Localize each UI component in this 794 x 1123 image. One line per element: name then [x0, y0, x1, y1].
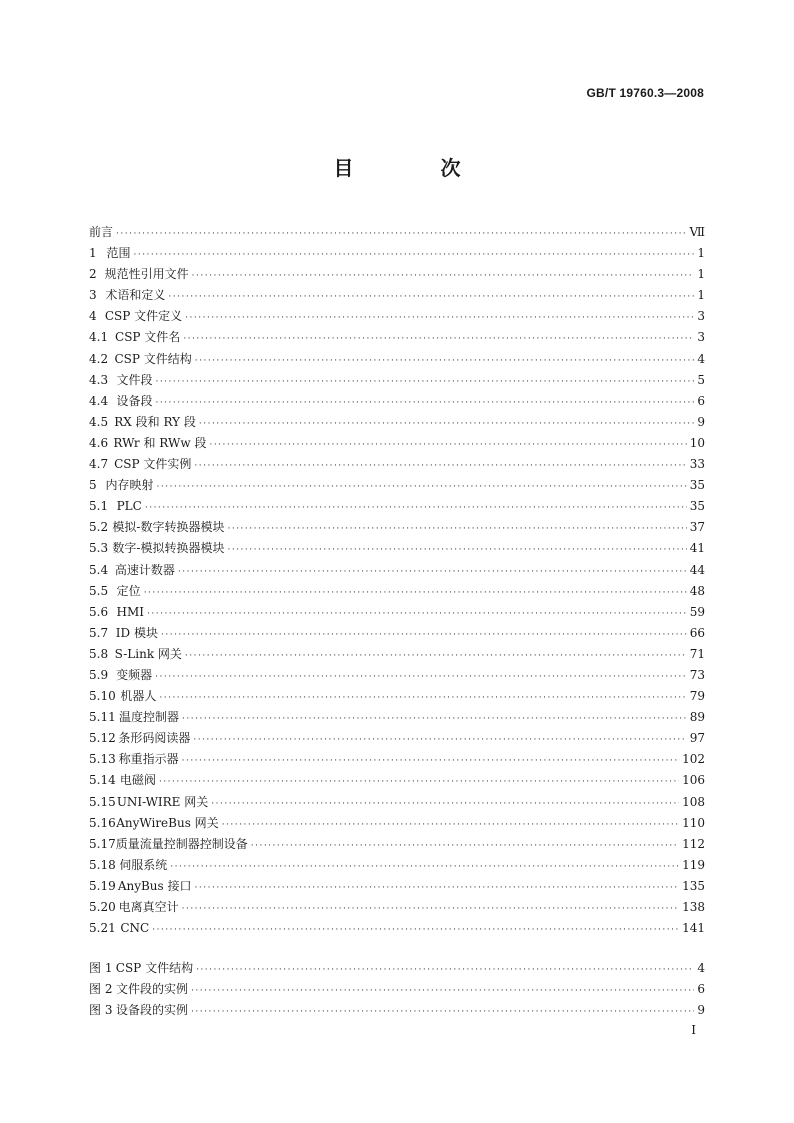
dot-leader	[182, 751, 680, 772]
toc-entry-page: 73	[689, 667, 705, 682]
dot-leader	[183, 329, 694, 350]
toc-entry-page: 4	[697, 961, 705, 975]
toc-entry-number: 5.14	[89, 773, 116, 788]
toc-entry-number: 图 3	[89, 1003, 113, 1018]
toc-entry-title: CSP 文件结构	[114, 351, 192, 366]
dot-leader	[192, 266, 694, 287]
toc-entry-page: 110	[682, 815, 705, 830]
dot-leader	[196, 960, 694, 981]
dot-leader	[195, 351, 694, 372]
dot-leader	[168, 287, 694, 308]
dot-leader	[161, 625, 687, 646]
toc-entry-title: CSP 文件名	[115, 330, 181, 345]
toc-entry[interactable]	[89, 306, 705, 327]
toc-entry-number: 5.15	[89, 794, 116, 809]
toc-entry[interactable]	[89, 475, 705, 496]
toc-entry-page: 10	[689, 435, 705, 450]
toc-entry-title: RWr 和 RWw 段	[113, 435, 207, 450]
toc-entry-title: ID 模块	[115, 625, 158, 640]
toc-entry-title: 规范性引用文件	[104, 267, 189, 282]
toc-entry-title: CNC	[120, 921, 150, 936]
toc-entry-page: 3	[697, 330, 705, 345]
toc-entry[interactable]	[89, 707, 705, 728]
toc-entry-title: S-Link 网关	[114, 646, 182, 661]
toc-entry[interactable]	[89, 749, 705, 770]
toc-entry-title: 电离真空计	[118, 900, 179, 914]
table-of-contents	[89, 222, 705, 939]
toc-entry-page: 35	[689, 499, 705, 514]
toc-entry-page: 35	[689, 478, 705, 493]
toc-entry[interactable]	[89, 349, 705, 370]
dot-leader	[178, 562, 687, 583]
toc-entry-page: 5	[697, 372, 705, 387]
dot-leader	[152, 920, 679, 941]
dot-leader	[191, 981, 694, 1002]
dot-leader	[209, 435, 686, 456]
dot-leader	[182, 899, 680, 920]
toc-entry-page: 48	[689, 583, 705, 598]
toc-entry-page: 59	[689, 604, 705, 619]
toc-entry[interactable]	[89, 834, 705, 855]
toc-entry-number: 5.17	[89, 836, 116, 851]
toc-entry-page: 41	[689, 541, 705, 556]
dot-leader	[227, 519, 686, 540]
dot-leader	[227, 540, 686, 561]
toc-entry-title: 范围	[106, 246, 131, 261]
toc-entry-number: 5.21	[89, 921, 116, 936]
toc-entry-title: 电磁阀	[119, 773, 156, 788]
toc-entry[interactable]	[89, 792, 705, 813]
toc-entry-page: 141	[682, 921, 705, 936]
toc-entry-title: 设备段	[116, 393, 153, 408]
toc-entry-title: 设备段的实例	[116, 1003, 189, 1018]
dot-leader	[193, 730, 686, 751]
page-number: I	[691, 1023, 696, 1037]
toc-entry-page: 33	[689, 457, 705, 472]
dot-leader	[185, 308, 694, 329]
toc-entry-page: 1	[697, 246, 705, 261]
toc-entry[interactable]	[89, 979, 705, 1000]
toc-entry[interactable]	[89, 686, 705, 707]
toc-entry-number: 5	[89, 478, 97, 493]
toc-entry[interactable]	[89, 496, 705, 517]
toc-entry[interactable]	[89, 517, 705, 538]
toc-entry-page: 4	[697, 351, 705, 366]
toc-entry-number: 1	[89, 246, 97, 261]
toc-entry[interactable]	[89, 728, 705, 749]
toc-entry-title: 文件段	[116, 372, 153, 387]
dot-leader	[170, 857, 679, 878]
toc-entry-page: 66	[689, 625, 705, 640]
toc-entry-page: 138	[682, 900, 705, 914]
toc-entry-number: 4.5	[89, 414, 109, 429]
toc-entry[interactable]	[89, 454, 705, 475]
toc-entry[interactable]	[89, 327, 705, 348]
toc-entry[interactable]	[89, 1000, 705, 1021]
toc-entry-title: UNI-WIRE 网关	[116, 794, 209, 809]
toc-entry[interactable]	[89, 770, 705, 791]
toc-entry-number: 5.19	[89, 878, 116, 893]
toc-entry-number: 5.20	[89, 900, 116, 914]
toc-entry[interactable]	[89, 855, 705, 876]
toc-entry[interactable]	[89, 412, 705, 433]
toc-entry-number: 4.1	[89, 330, 109, 345]
toc-entry-title: HMI	[116, 604, 144, 619]
dot-leader	[251, 836, 679, 857]
toc-entry-number: 图 2	[89, 982, 113, 997]
toc-entry-number: 4.6	[89, 435, 109, 450]
toc-entry-title: 伺服系统	[119, 857, 168, 872]
toc-entry-page: 6	[697, 982, 705, 997]
toc-entry-title: 称重指示器	[118, 752, 179, 767]
toc-entry[interactable]	[89, 918, 705, 939]
toc-entry-number: 3	[89, 288, 97, 303]
dot-leader	[147, 604, 687, 625]
toc-entry[interactable]	[89, 222, 705, 243]
toc-entry-number: 5.9	[89, 667, 109, 682]
toc-entry-page: 119	[682, 857, 705, 872]
toc-entry-title: 定位	[116, 583, 141, 598]
dot-leader	[159, 772, 679, 793]
toc-entry-title: 前言	[89, 225, 114, 239]
toc-entry-number: 5.3	[89, 541, 109, 556]
toc-entry-page: 102	[682, 752, 705, 767]
toc-entry[interactable]	[89, 391, 705, 412]
dot-leader	[191, 1002, 694, 1023]
toc-entry-page: 9	[697, 1003, 705, 1018]
dot-leader	[155, 667, 687, 688]
dot-leader	[222, 815, 679, 836]
toc-entry-title: RX 段和 RY 段	[114, 414, 196, 429]
toc-entry-number: 5.12	[89, 731, 116, 746]
toc-entry-number: 5.8	[89, 646, 109, 661]
toc-entry-title: CSP 文件定义	[104, 309, 183, 324]
standard-code: GB/T 19760.3—2008	[586, 86, 704, 100]
toc-entry-title: 条形码阅读器	[118, 731, 191, 746]
toc-entry-title: PLC	[116, 499, 142, 514]
toc-entry-page: 97	[689, 731, 705, 746]
toc-entry-title: AnyWireBus 网关	[116, 815, 219, 830]
toc-entry-number: 4.4	[89, 393, 109, 408]
toc-entry-page: 71	[689, 646, 705, 661]
dot-leader	[155, 393, 694, 414]
toc-entry-number: 2	[89, 267, 97, 282]
toc-entry-page: 44	[689, 562, 705, 577]
toc-entry-number: 4.7	[89, 457, 109, 472]
dot-leader	[155, 372, 694, 393]
toc-entry[interactable]	[89, 602, 705, 623]
toc-entry-title: CSP 文件实例	[114, 457, 192, 472]
toc-entry-title: 数字-模拟转换器模块	[112, 541, 225, 556]
toc-entry-number: 5.1	[89, 499, 109, 514]
toc-entry-page: 89	[689, 710, 705, 725]
toc-entry[interactable]	[89, 644, 705, 665]
toc-entry-page: 79	[689, 689, 705, 704]
toc-entry[interactable]	[89, 623, 705, 644]
toc-entry-title: 术语和定义	[105, 288, 166, 303]
toc-entry-number: 5.16	[89, 815, 116, 830]
toc-entry-number: 5.10	[89, 689, 116, 704]
toc-entry-page: 1	[697, 288, 705, 303]
toc-entry-number: 5.11	[89, 710, 116, 725]
dot-leader	[211, 794, 679, 815]
toc-entry-number: 5.6	[89, 604, 109, 619]
toc-entry[interactable]	[89, 897, 705, 918]
toc-entry-page: 106	[682, 773, 705, 788]
toc-entry[interactable]	[89, 264, 705, 285]
toc-entry[interactable]	[89, 958, 705, 979]
toc-entry-title: AnyBus 接口	[117, 878, 192, 893]
toc-entry-title: 高速计数器	[114, 562, 175, 577]
toc-entry-title: 文件段的实例	[116, 982, 189, 997]
toc-entry-number: 4	[89, 309, 97, 324]
toc-entry[interactable]	[89, 433, 705, 454]
toc-entry[interactable]	[89, 370, 705, 391]
toc-entry[interactable]	[89, 876, 705, 897]
toc-entry-title: 变频器	[116, 667, 153, 682]
toc-entry-number: 图 1	[89, 961, 113, 975]
toc-entry-page: Ⅶ	[689, 225, 705, 239]
toc-entry-page: 112	[682, 836, 705, 851]
toc-entry-number: 5.18	[89, 857, 116, 872]
toc-entry[interactable]	[89, 560, 705, 581]
page-title: 目 次	[333, 156, 501, 180]
toc-entry[interactable]	[89, 581, 705, 602]
dot-leader	[185, 646, 687, 667]
toc-entry[interactable]	[89, 538, 705, 559]
dot-leader	[199, 414, 694, 435]
dot-leader	[116, 224, 686, 245]
dot-leader	[182, 709, 687, 730]
dot-leader	[157, 477, 687, 498]
toc-entry-page: 3	[697, 309, 705, 324]
toc-entry-page: 1	[697, 267, 705, 282]
toc-entry[interactable]	[89, 665, 705, 686]
toc-entry-page: 108	[682, 794, 705, 809]
dot-leader	[133, 245, 694, 266]
dot-leader	[145, 498, 687, 519]
toc-entry-title: CSP 文件结构	[115, 961, 194, 975]
toc-entry-number: 5.7	[89, 625, 109, 640]
toc-entry-title: 温度控制器	[119, 710, 180, 725]
toc-entry-title: 质量流量控制器控制设备	[115, 836, 248, 851]
toc-entry-page: 37	[689, 520, 705, 535]
dot-leader	[194, 456, 686, 477]
toc-entry-title: 机器人	[120, 689, 157, 704]
toc-entry-title: 内存映射	[105, 478, 154, 493]
toc-entry[interactable]	[89, 813, 705, 834]
dot-leader	[144, 583, 687, 604]
toc-entry-number: 5.5	[89, 583, 109, 598]
toc-entry-page: 135	[682, 878, 705, 893]
dot-leader	[195, 878, 680, 899]
list-of-figures	[89, 958, 705, 1021]
toc-entry-page: 9	[697, 414, 705, 429]
toc-entry-number: 4.3	[89, 372, 109, 387]
dot-leader	[159, 688, 686, 709]
toc-entry-title: 模拟-数字转换器模块	[112, 520, 225, 535]
toc-entry-page: 6	[697, 393, 705, 408]
toc-entry-number: 5.2	[89, 520, 109, 535]
toc-entry-number: 4.2	[89, 351, 109, 366]
toc-entry-number: 5.4	[89, 562, 109, 577]
toc-entry[interactable]	[89, 285, 705, 306]
toc-entry-number: 5.13	[89, 752, 116, 767]
toc-entry[interactable]	[89, 243, 705, 264]
